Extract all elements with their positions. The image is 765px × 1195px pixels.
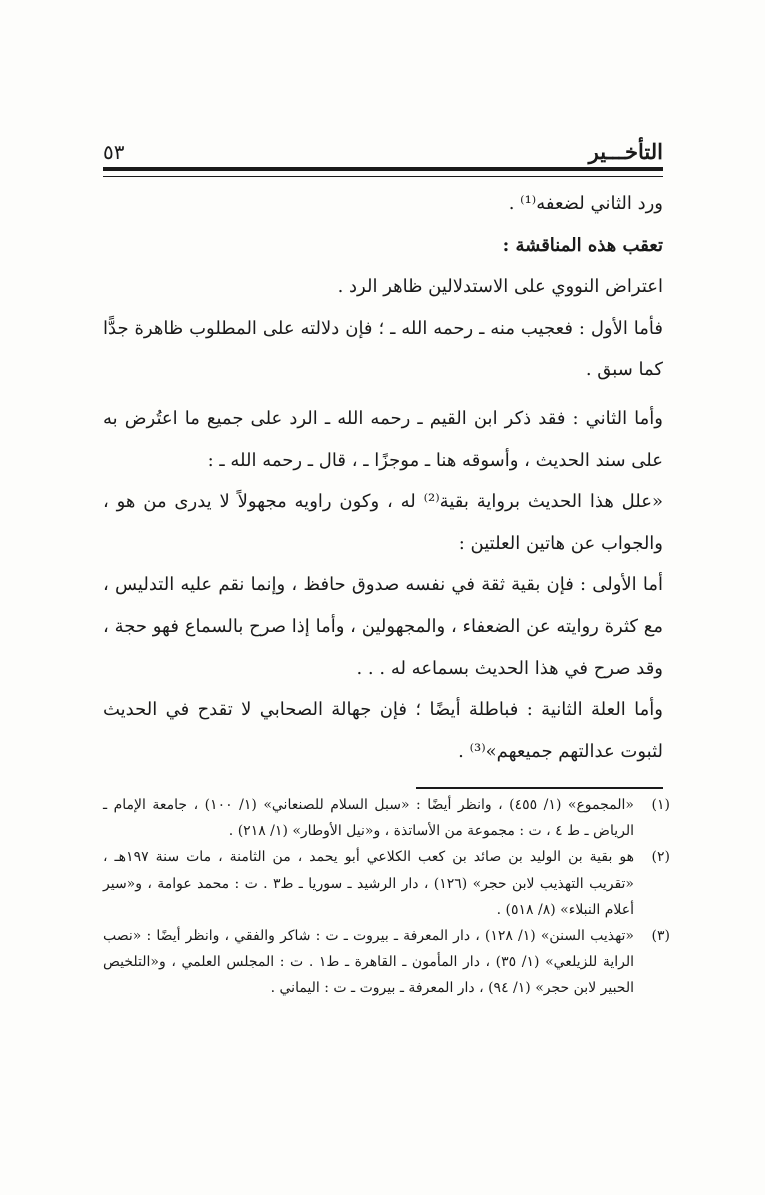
paragraph-1: ورد الثاني لضعفه⁽¹⁾ . [508,193,663,214]
paragraph-4: وأما الثاني : فقد ذكر ابن القيم ـ رحمه الله ـ الرد على جميع ما اعتُرض به على سند الحديث ، وأسوقه هنا ـ موجزًا ـ ، قال ـ رحمه الله ـ : [103,407,663,471]
main-text [103,183,663,772]
footnote-number: (١) [651,797,670,813]
paragraph-6: أما الأولى : فإن بقية ثقة في نفسه صدوق حافظ ، وإنما نقم عليه التدليس ، مع كثرة روايته عن الضعفاء ، والمجهولين ، وأما إذا صرح بالسماع فهو حجة ، وقد صرح في هذا الحديث بسماعه له . . . [103,574,663,679]
paragraph-5: «علل هذا الحديث برواية بقية⁽²⁾ له ، وكون راويه مجهولاً لا يدرى من هو ، والجواب عن هاتين العلتين : [103,491,663,554]
footnote-number: (٢) [651,849,670,866]
footnote-number: (٣) [651,928,670,945]
paragraph-3: فأما الأول : فعجيب منه ـ رحمه الله ـ ؛ فإن دلالته على المطلوب ظاهرة جدًّا كما سبق . [103,317,663,381]
footnote-separator [416,787,663,789]
footnote-text: هو بقية بن الوليد بن صائد بن كعب الكلاعي أبو يحمد ، من الثامنة ، مات سنة ١٩٧هـ ، «تقريب التهذيب لابن حجر» (١٢٦) ، دار الرشيد ـ سوريا ـ ط٣ . ت : محمد عوامة ، و«سير أعلام النبلاء» (٨/ ٥١٨) . [103,849,635,918]
page-number: ٥٣ [103,140,125,164]
chapter-title: التأخـــير [588,139,663,164]
footnote-text: «المجموع» (١/ ٤٥٥) ، وانظر أيضًا : «سبل السلام للصنعاني» (١/ ١٠٠) ، جامعة الإمام ـ الرياض ـ ط ٤ ، ت : مجموعة من الأساتذة ، و«نيل الأوطار» (١/ ٢١٨) . [103,797,634,840]
footnote [103,844,670,923]
section-heading: تعقب هذه المناقشة : [502,234,663,256]
header-rule-thin [103,176,663,177]
footnote [103,792,670,844]
footnotes [103,792,670,1002]
header-rule-thick [103,167,663,171]
footnote-text: «تهذيب السنن» (١/ ١٢٨) ، دار المعرفة ـ بيروت ـ ت : شاكر والفقي ، وانظر أيضًا : «نصب الراية للزيلعي» (١/ ٣٥) ، دار المأمون ـ القاهرة ـ ط١ . ت : المجلس العلمي ، و«التلخيص الحبير لابن حجر» (١/ ٩٤) ، دار المعرفة ـ بيروت ـ ت : اليماني . [103,928,634,997]
running-header [103,130,663,164]
footnote [103,923,670,1002]
paragraph-7: وأما العلة الثانية : فباطلة أيضًا ؛ فإن جهالة الصحابي لا تقدح في الحديث لثبوت عدالتهم جميعهم»⁽³⁾ . [103,699,663,762]
paragraph-2: اعتراض النووي على الاستدلالين ظاهر الرد . [337,276,663,298]
